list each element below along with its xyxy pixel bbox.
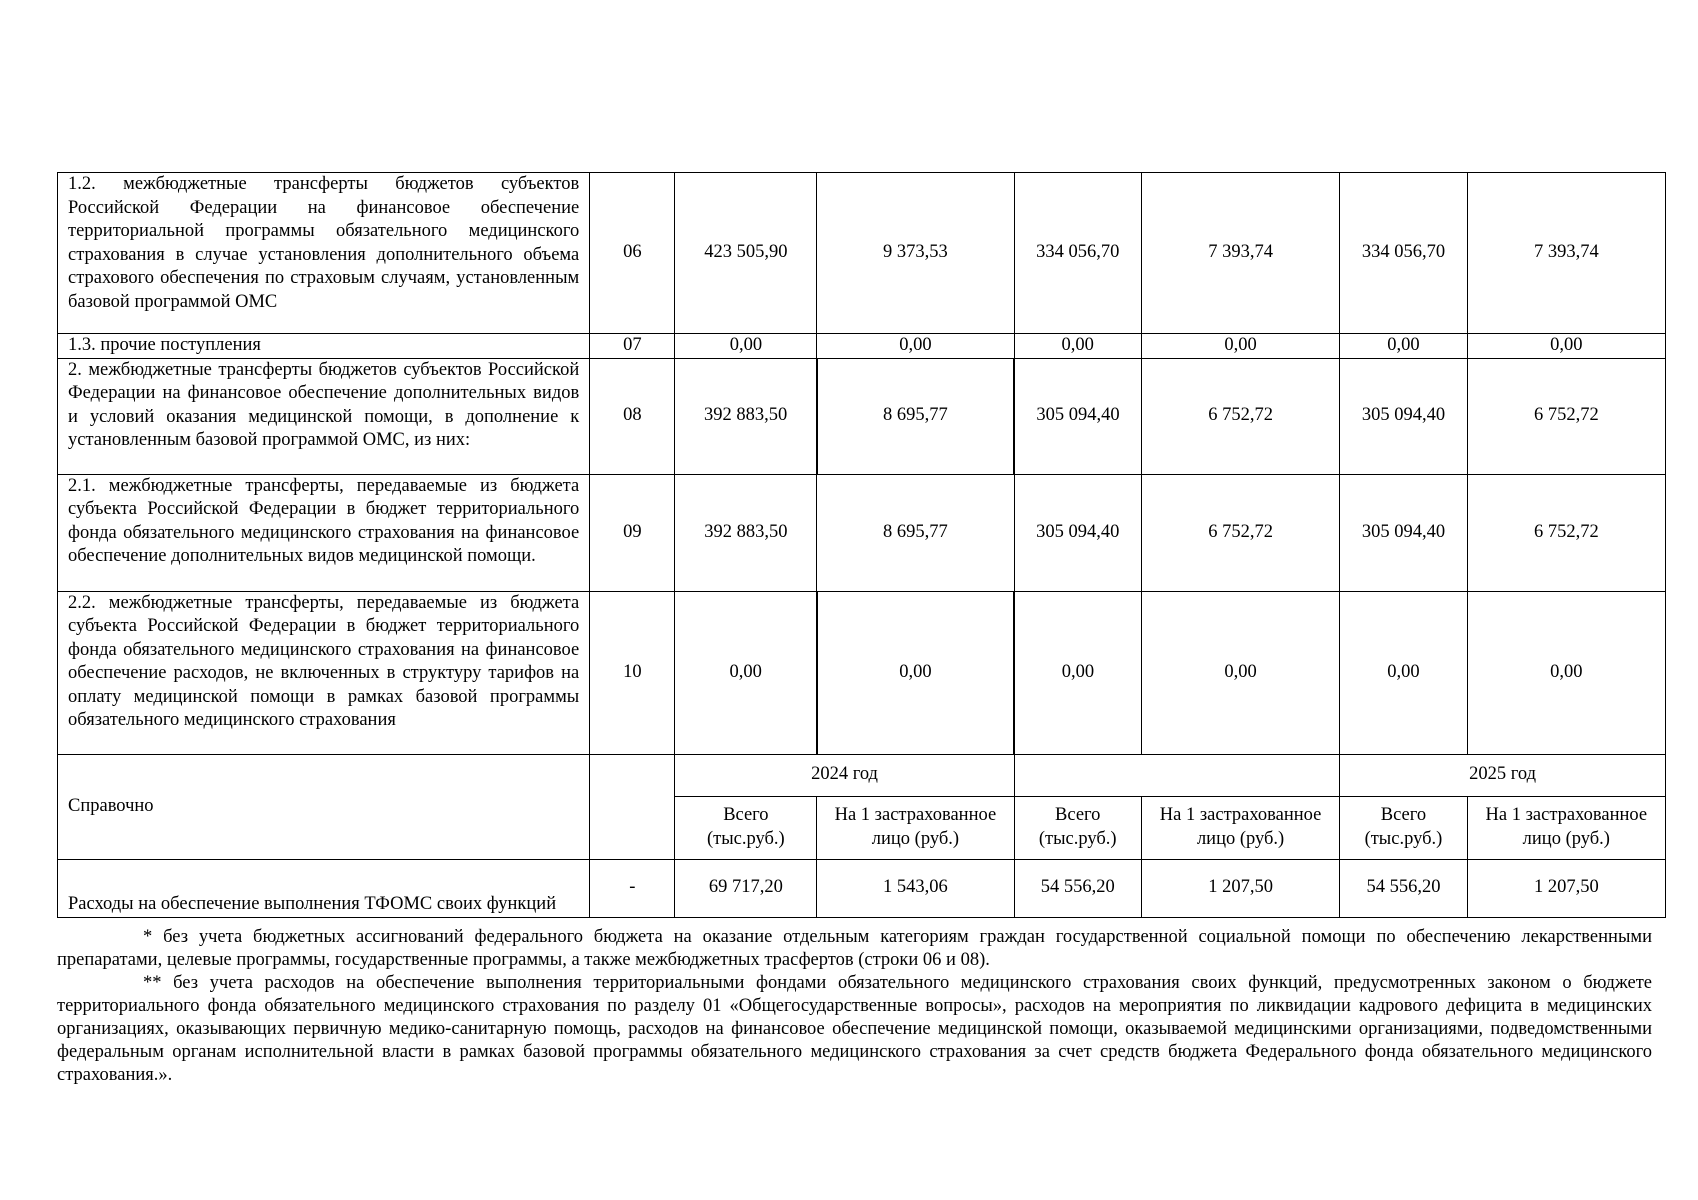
value-cell: 0,00 — [817, 591, 1014, 754]
table-row — [58, 591, 1666, 754]
expenses-row — [58, 859, 1666, 917]
per-person-header: На 1 застрахованное лицо (руб.) — [1467, 796, 1665, 859]
value-cell: 0,00 — [817, 334, 1014, 359]
value-cell: 0,00 — [1340, 591, 1467, 754]
value-cell: 54 556,20 — [1014, 859, 1141, 917]
total-header: Всего (тыс.руб.) — [1340, 796, 1467, 859]
value-cell: 0,00 — [675, 334, 817, 359]
value-cell: 0,00 — [1014, 334, 1141, 359]
value-cell: 7 393,74 — [1141, 173, 1339, 334]
row-code: 09 — [590, 474, 675, 591]
year-2024-header: 2024 год — [675, 754, 1014, 796]
row-code: 10 — [590, 591, 675, 754]
value-cell: 392 883,50 — [675, 474, 817, 591]
row-code: 07 — [590, 334, 675, 359]
footnotes — [57, 926, 1652, 1087]
footnote-2: ** без учета расходов на обеспечение выполнения территориальными фондами обязательного медицинского страхования своих функций, предусмотренных законом о бюджете территориального фонда обязательного медицинского страхования по разделу 01 «Общегосударственные вопросы», расходов на мероприятия по ликвидации кадрового дефицита в медицинских организациях, оказывающих первичную медико-санитарную помощь, расходов на финансовое обеспечение медицинской помощи, оказываемой медицинскими организациями, подведомственными федеральным органам исполнительной власти в рамках базовой программы обязательного медицинского страхования за счет средств бюджета Федерального фонда обязательного медицинского страхования.». — [57, 973, 1652, 1085]
table-row — [58, 334, 1666, 359]
value-cell: 305 094,40 — [1340, 474, 1467, 591]
row-label: 1.2. межбюджетные трансферты бюджетов субъектов Российской Федерации на финансовое обеспечение территориальной программы обязательного медицинского страхования в случае установления дополнительного объема страхового обеспечения по страховым случаям, установленным базовой программой ОМС — [58, 173, 590, 334]
value-cell: 334 056,70 — [1014, 173, 1141, 334]
value-cell: 0,00 — [1141, 334, 1339, 359]
value-cell: 0,00 — [675, 591, 817, 754]
value-cell: 6 752,72 — [1141, 474, 1339, 591]
value-cell: 305 094,40 — [1014, 474, 1141, 591]
value-cell: 423 505,90 — [675, 173, 817, 334]
value-cell: 392 883,50 — [675, 358, 817, 474]
per-person-header: На 1 застрахованное лицо (руб.) — [817, 796, 1014, 859]
reference-year-row — [58, 754, 1666, 796]
value-cell: 305 094,40 — [1340, 358, 1467, 474]
table-row — [58, 358, 1666, 474]
row-code: 08 — [590, 358, 675, 474]
value-cell: 6 752,72 — [1141, 358, 1339, 474]
value-cell: 6 752,72 — [1467, 358, 1665, 474]
row-label: 1.3. прочие поступления — [58, 334, 590, 359]
row-label: 2.1. межбюджетные трансферты, передаваемые из бюджета субъекта Российской Федерации в бюджет территориального фонда обязательного медицинского страхования на финансовое обеспечение дополнительных видов медицинской помощи. — [58, 474, 590, 591]
value-cell: 69 717,20 — [675, 859, 817, 917]
row-label: 2. межбюджетные трансферты бюджетов субъектов Российской Федерации на финансовое обеспечение дополнительных видов и условий оказания медицинской помощи, в дополнение к установленным базовой программой ОМС, из них: — [58, 358, 590, 474]
value-cell: 54 556,20 — [1340, 859, 1467, 917]
value-cell: 0,00 — [1141, 591, 1339, 754]
value-cell: 0,00 — [1340, 334, 1467, 359]
reference-label: Справочно — [58, 754, 590, 859]
value-cell: 9 373,53 — [817, 173, 1014, 334]
row-label: 2.2. межбюджетные трансферты, передаваемые из бюджета субъекта Российской Федерации в бюджет территориального фонда обязательного медицинского страхования на финансовое обеспечение расходов, не включенных в структуру тарифов на оплату медицинской помощи в рамках базовой программы обязательного медицинского страхования — [58, 591, 590, 754]
value-cell: 334 056,70 — [1340, 173, 1467, 334]
year-blank-header — [1014, 754, 1340, 796]
row-label: Расходы на обеспечение выполнения ТФОМС своих функций — [58, 859, 590, 917]
value-cell: 0,00 — [1014, 591, 1141, 754]
value-cell: 7 393,74 — [1467, 173, 1665, 334]
financial-table — [57, 172, 1666, 918]
value-cell: 1 543,06 — [817, 859, 1014, 917]
value-cell: 1 207,50 — [1467, 859, 1665, 917]
value-cell: 305 094,40 — [1014, 358, 1141, 474]
value-cell: 1 207,50 — [1141, 859, 1339, 917]
total-header: Всего (тыс.руб.) — [675, 796, 817, 859]
year-2025-header: 2025 год — [1340, 754, 1666, 796]
per-person-header: На 1 застрахованное лицо (руб.) — [1141, 796, 1339, 859]
value-cell: 6 752,72 — [1467, 474, 1665, 591]
row-code: - — [590, 859, 675, 917]
value-cell: 8 695,77 — [817, 474, 1014, 591]
total-header: Всего (тыс.руб.) — [1014, 796, 1141, 859]
row-code: 06 — [590, 173, 675, 334]
reference-code-cell — [590, 754, 675, 859]
value-cell: 0,00 — [1467, 334, 1665, 359]
table-row — [58, 173, 1666, 334]
value-cell: 0,00 — [1467, 591, 1665, 754]
value-cell: 8 695,77 — [817, 358, 1014, 474]
table-row — [58, 474, 1666, 591]
footnote-1: * без учета бюджетных ассигнований федерального бюджета на оказание отдельным категориям граждан государственной социальной помощи по обеспечению лекарственными препаратами, целевые программы, государственные программы, а также межбюджетных трасфертов (строки 06 и 08). — [57, 927, 1652, 970]
